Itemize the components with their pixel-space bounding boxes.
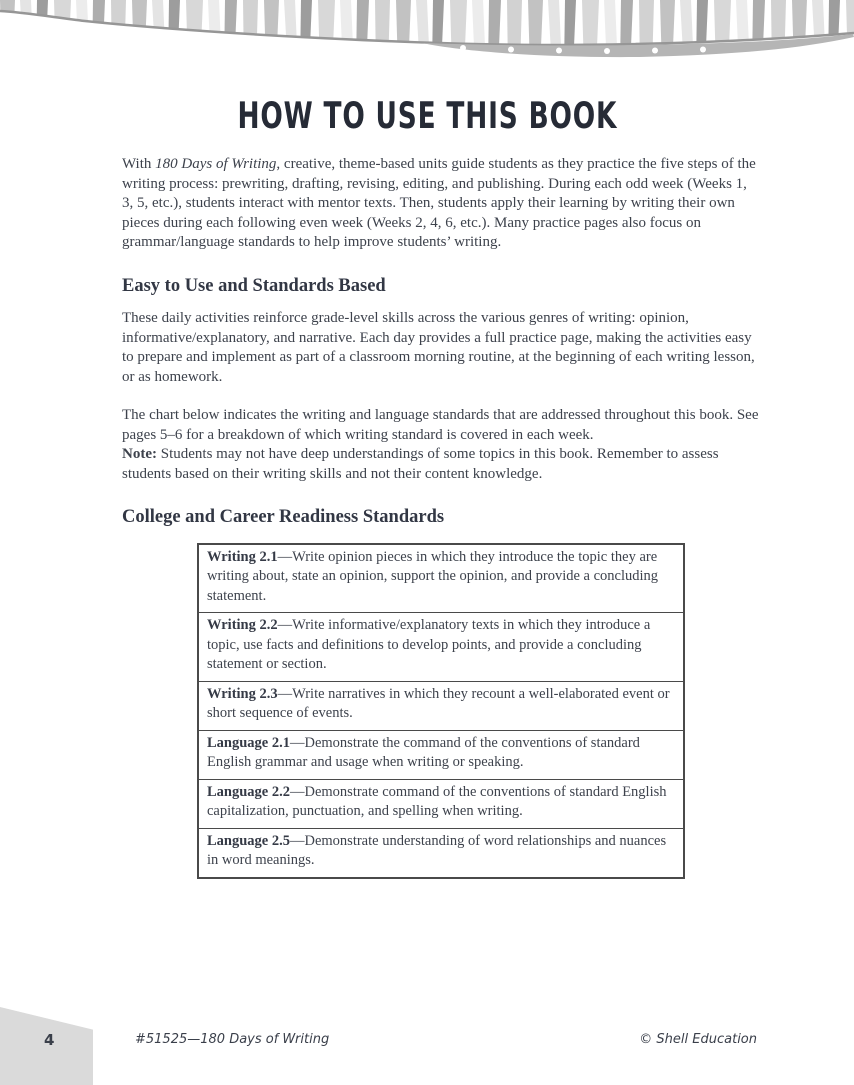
standards-row [199, 828, 683, 877]
standard-description: —Demonstrate the command of the conventions of standard English grammar and usage when writing or speaking. [207, 734, 640, 770]
note-label: Note: [122, 446, 157, 462]
standards-row [199, 681, 683, 730]
standard-label: Writing 2.2 [207, 617, 278, 633]
standard-label: Language 2.1 [207, 734, 290, 751]
header-banner-decoration [0, 0, 854, 70]
footer-book-code: #51525—180 Days of Writing [135, 1032, 330, 1047]
standards-row [199, 545, 683, 613]
note-text: Students may not have deep understandings of some topics in this book. Remember to assess students based on their writing skills and not their content knowledge. [122, 446, 719, 482]
standard-description: —Write informative/explanatory texts in which they introduce a topic, use facts and definitions to develop points, and provide a concluding statement or section. [207, 617, 651, 672]
page-title-text: HOW TO USE THIS BOOK [237, 94, 617, 137]
footer-publisher: © Shell Education [639, 1032, 757, 1047]
standard-label: Language 2.5 [207, 832, 290, 849]
chart-intro-paragraph [122, 406, 760, 484]
standard-description: —Demonstrate command of the conventions of standard English capitalization, punctuation, and spelling when writing. [207, 783, 667, 819]
page-title [0, 96, 854, 135]
standard-label: Language 2.2 [207, 783, 290, 800]
section-heading-standards: College and Career Readiness Standards [122, 507, 445, 527]
activities-paragraph: These daily activities reinforce grade-level skills across the various genres of writing: opinion, informative/explanatory, and narrative. Each day provides a full practice page, making the activities easy to prepare and implement as part of a classroom morning routine, at the beginning of each writing lesson, or as homework. [122, 310, 755, 385]
standards-row [199, 779, 683, 828]
standard-label: Writing 2.1 [207, 548, 278, 565]
standards-table [197, 543, 685, 879]
book-title-italic: 180 Days of Writing [155, 156, 277, 172]
page-content [122, 155, 760, 879]
intro-prefix: With [122, 156, 156, 172]
standard-label: Writing 2.3 [207, 685, 278, 702]
chart-intro-text: The chart below indicates the writing and language standards that are addressed throughout this book. See pages 5–6 for a breakdown of which writing standard is covered in each week. [122, 407, 759, 443]
page-number: 4 [44, 1031, 55, 1049]
standards-row [199, 612, 683, 681]
standard-description: —Write opinion pieces in which they introduce the topic they are writing about, state an opinion, support the opinion, and provide a concluding statement. [207, 548, 659, 604]
standards-row [199, 730, 683, 779]
standard-description: —Write narratives in which they recount a well-elaborated event or short sequence of events. [207, 685, 670, 721]
banner-stripes [0, 0, 854, 45]
section-heading-easy-to-use: Easy to Use and Standards Based [122, 275, 386, 296]
standard-description: —Demonstrate understanding of word relationships and nuances in word meanings. [207, 832, 667, 868]
intro-rest: , creative, theme-based units guide students as they practice the five steps of the writing process: prewriting, drafting, revising, editing, and publishing. During each odd week (Weeks 1, 3, 5, etc.), students interact with mentor texts. Then, students apply their learning by writing their own pieces during each following even week (Weeks 2, 4, 6, etc.). Many practice pages also focus on grammar/language standards to help improve students’ writing. [122, 156, 756, 250]
intro-paragraph [122, 155, 760, 253]
